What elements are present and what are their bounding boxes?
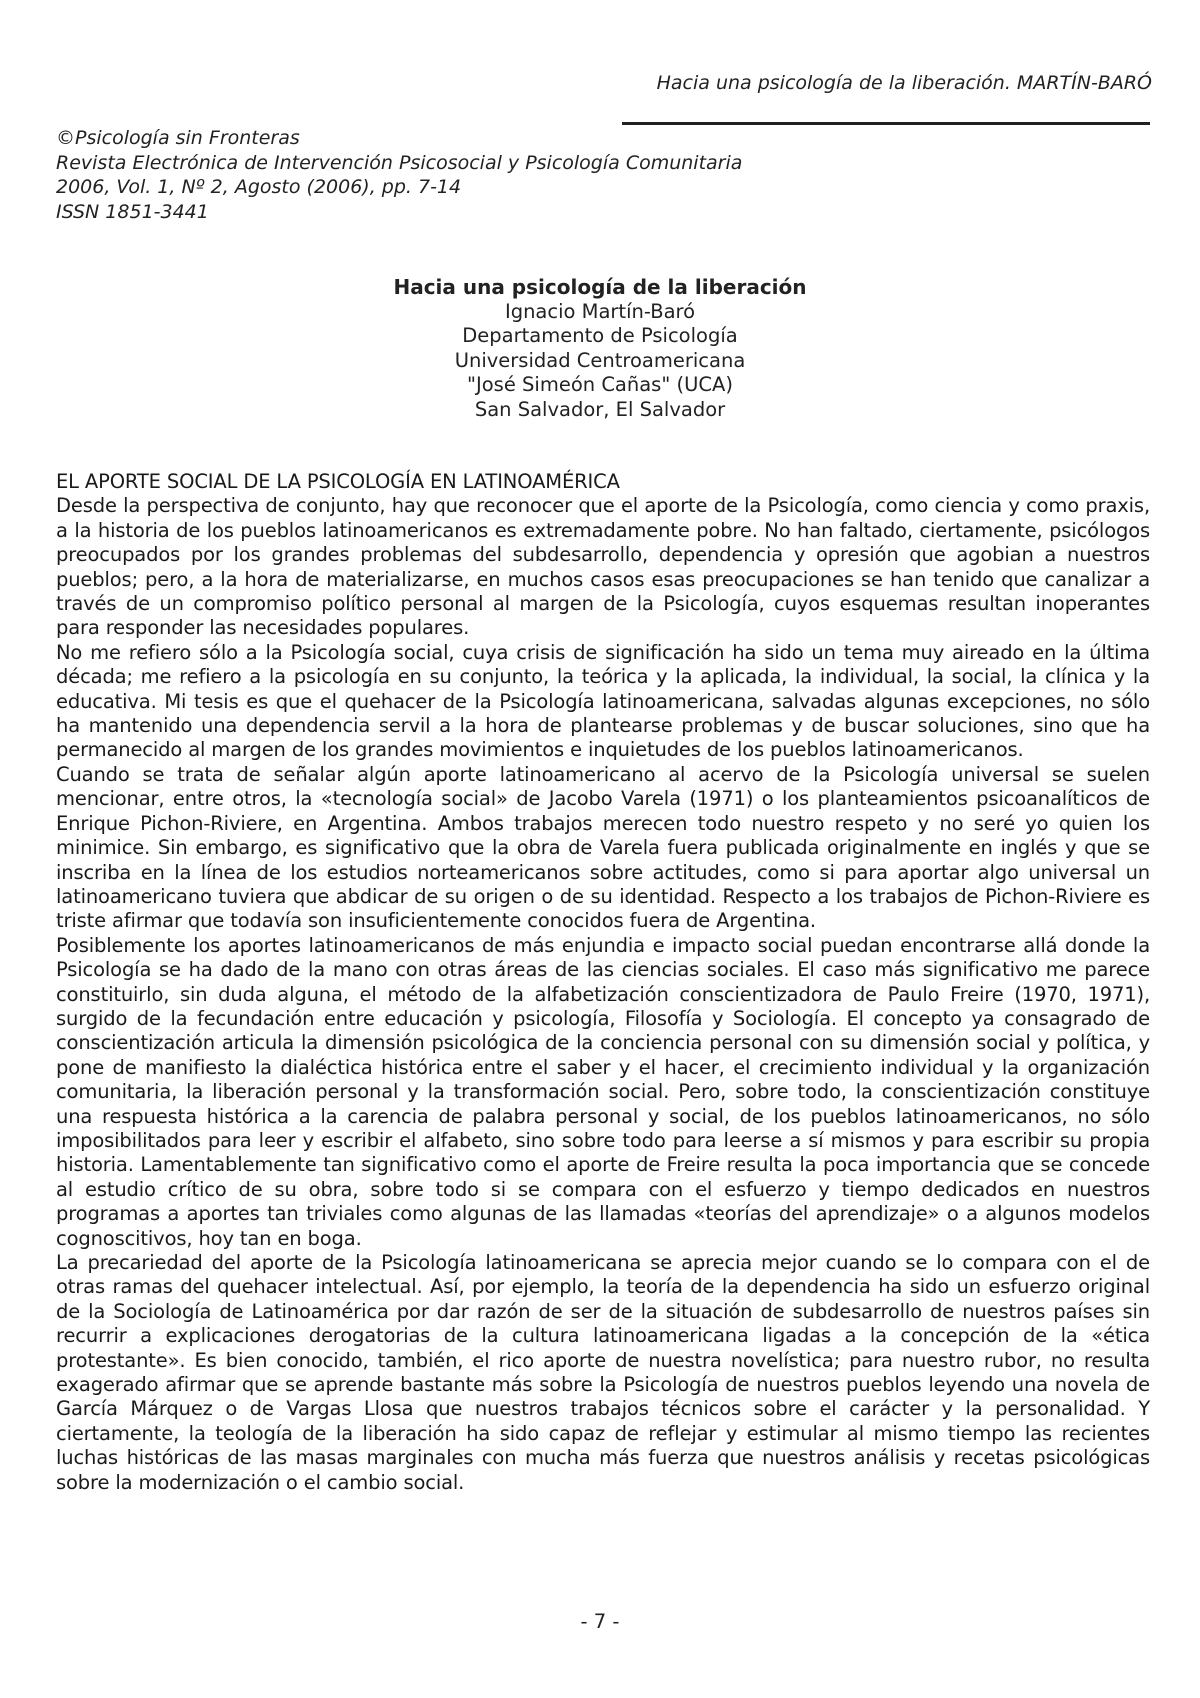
section-heading: EL APORTE SOCIAL DE LA PSICOLOGÍA EN LATINOAMÉRICA [56, 470, 620, 493]
author-department: Departamento de Psicología [462, 324, 738, 347]
article-title: Hacia una psicología de la liberación [393, 275, 807, 299]
author-name: Ignacio Martín-Baró [504, 299, 696, 323]
header-rule [622, 122, 1150, 125]
paragraph: Posiblemente los aportes latinoamericanos de más enjundia e impacto social puedan encontrarse allá donde la Psicología se ha dado de la mano con otras áreas de las ciencias sociales. El caso más significativo me parece constituirlo, sin duda alguna, el método de la alfabetización conscientizadora de Paulo Freire (1970, 1971), surgido de la fecundación entre educación y psicología, Filosofía y Sociología. El concepto ya consagrado de conscientización articula la dimensión psicológica de la conciencia personal con su dimensión social y política, y pone de manifiesto la dialéctica histórica entre el saber y el hacer, el crecimiento individual y la organización comunitaria, la liberación personal y la transformación social. Pero, sobre todo, la conscientización constituye una respuesta histórica a la carencia de palabra personal y social, de los pueblos latinoamericanos, no sólo imposibilitados para leer y escribir el alfabeto, sino sobre todo para leerse a sí mismos y para escribir su propia historia. Lamentablemente tan significativo como el aporte de Freire resulta la poca importancia que se concede al estudio crítico de su obra, sobre todo si se compara con el esfuerzo y tiempo dedicados en nuestros programas a aportes tan triviales como algunas de las llamadas «teorías del aprendizaje» o a algunos modelos cognoscitivos, hoy tan en boga. [56, 933, 1150, 1250]
issue-info: 2006, Vol. 1, Nº 2, Agosto (2006), pp. 7-14 [56, 176, 462, 198]
author-university-name: "José Simeón Cañas" (UCA) [467, 373, 733, 396]
paragraph: Desde la perspectiva de conjunto, hay que reconocer que el aporte de la Psicología, como ciencia y como praxis, a la historia de los pueblos latinoamericanos es extremadamente pobre. No han faltado, ciertamente, psicólogos preocupados por los grandes problemas del subdesarrollo, dependencia y opresión que agobian a nuestros pueblos; pero, a la hora de materializarse, en muchos casos esas preocupaciones se han tenido que canalizar a través de un compromiso político personal al margen de la Psicología, cuyos esquemas resultan inoperantes para responder las necesidades populares. [56, 494, 1150, 640]
running-head: Hacia una psicología de la liberación. MARTÍN-BARÓ [656, 72, 1152, 94]
paragraph: La precariedad del aporte de la Psicología latinoamericana se aprecia mejor cuando se lo compara con el de otras ramas del quehacer intelectual. Así, por ejemplo, la teoría de la dependencia ha sido un esfuerzo original de la Sociología de Latinoamérica por dar razón de ser de la situación de subdesarrollo de nuestros países sin recurrir a explicaciones derogatorias de la cultura latinoamericana ligadas a la concepción de la «ética protestante». Es bien conocido, también, el rico aporte de nuestra novelística; para nuestro rubor, no resulta exagerado afirmar que se aprende bastante más sobre la Psicología de nuestros pueblos leyendo una novela de García Márquez o de Vargas Llosa que nuestros trabajos técnicos sobre el carácter y la personalidad. Y ciertamente, la teología de la liberación ha sido capaz de reflejar y estimular al mismo tiempo las recientes luchas históricas de las masas marginales con mucha más fuerza que nuestros análisis y recetas psicológicas sobre la modernización o el cambio social. [56, 1251, 1150, 1494]
article-body [56, 470, 1150, 1495]
author-university: Universidad Centroamericana [454, 348, 746, 372]
issn: ISSN 1851-3441 [56, 200, 209, 223]
title-block [0, 275, 1200, 422]
author-location: San Salvador, El Salvador [474, 397, 726, 421]
page-number: - 7 - [580, 1610, 620, 1633]
citation-block [56, 126, 742, 224]
journal-subtitle: Revista Electrónica de Intervención Psicosocial y Psicología Comunitaria [56, 151, 743, 174]
paragraph: Cuando se trata de señalar algún aporte latinoamericano al acervo de la Psicología universal se suelen mencionar, entre otros, la «tecnología social» de Jacobo Varela (1971) o los planteamientos psicoanalíticos de Enrique Pichon-Riviere, en Argentina. Ambos trabajos merecen todo nuestro respeto y no seré yo quien los minimice. Sin embargo, es significativo que la obra de Varela fuera publicada originalmente en inglés y que se inscriba en la línea de los estudios norteamericanos sobre actitudes, como si para aportar algo universal un latinoamericano tuviera que abdicar de su origen o de su identidad. Respecto a los trabajos de Pichon-Riviere es triste afirmar que todavía son insuficientemente conocidos fuera de Argentina. [56, 762, 1150, 933]
paragraph: No me refiero sólo a la Psicología social, cuya crisis de significación ha sido un tema muy aireado en la última década; me refiero a la psicología en su conjunto, la teórica y la aplicada, la individual, la social, la clínica y la educativa. Mi tesis es que el quehacer de la Psicología latinoamericana, salvadas algunas excepciones, no sólo ha mantenido una dependencia servil a la hora de plantearse problemas y de buscar soluciones, sino que ha permanecido al margen de los grandes movimientos e inquietudes de los pueblos latinoamericanos. [56, 640, 1150, 762]
journal-name: ©Psicología sin Fronteras [56, 127, 300, 149]
